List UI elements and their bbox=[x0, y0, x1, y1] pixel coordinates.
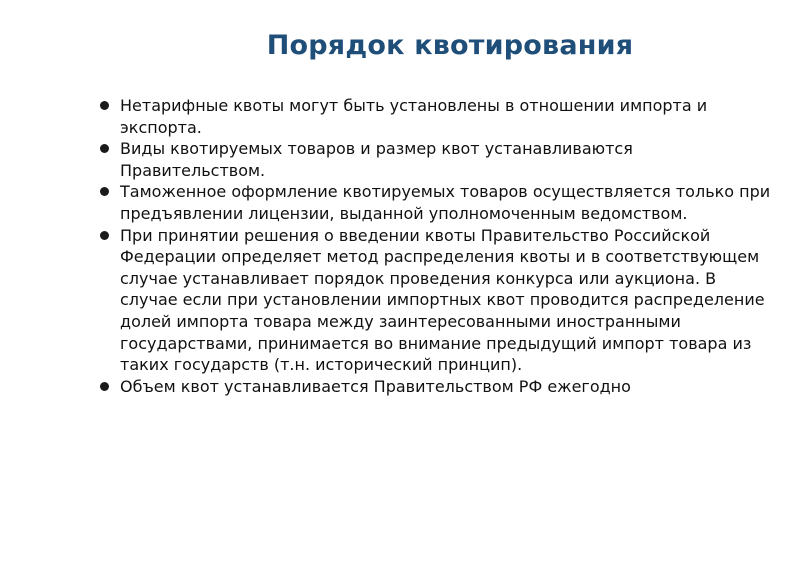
bullet-text: Нетарифные квоты могут быть установлены в отношении импорта и экспорта. bbox=[120, 96, 708, 137]
bullet-icon bbox=[100, 144, 109, 153]
bullet-item bbox=[98, 225, 773, 376]
bullet-icon bbox=[100, 231, 109, 240]
bullet-text: Объем квот устанавливается Правительством РФ ежегодно bbox=[120, 376, 631, 396]
bullet-text: Таможенное оформление квотируемых товаров осуществляется только при предъявлении лицензии, выданной уполномоченным ведомством. bbox=[120, 182, 771, 223]
bullet-icon bbox=[100, 382, 109, 391]
bullet-text: Виды квотируемых товаров и размер квот устанавливаются Правительством. bbox=[120, 139, 633, 180]
bullet-item bbox=[98, 95, 773, 138]
bullet-item bbox=[98, 181, 773, 224]
bullet-list bbox=[98, 95, 773, 397]
bullet-text: При принятии решения о введении квоты Правительство Российской Федерации определяет метод распределения квоты и в соответствующем случае устанавливает порядок проведения конкурса или аукциона. В случае если при установлении импортных квот проводится распределение долей импорта товара между заинтересованными иностранными государствами, принимается во внимание предыдущий импорт товара из таких государств (т.н. исторический принцип). bbox=[120, 225, 765, 375]
bullet-item bbox=[98, 138, 773, 181]
bullet-icon bbox=[100, 101, 109, 110]
slide-title: Порядок квотирования bbox=[266, 30, 634, 61]
bullet-icon bbox=[100, 187, 109, 196]
bullet-item bbox=[98, 376, 773, 398]
